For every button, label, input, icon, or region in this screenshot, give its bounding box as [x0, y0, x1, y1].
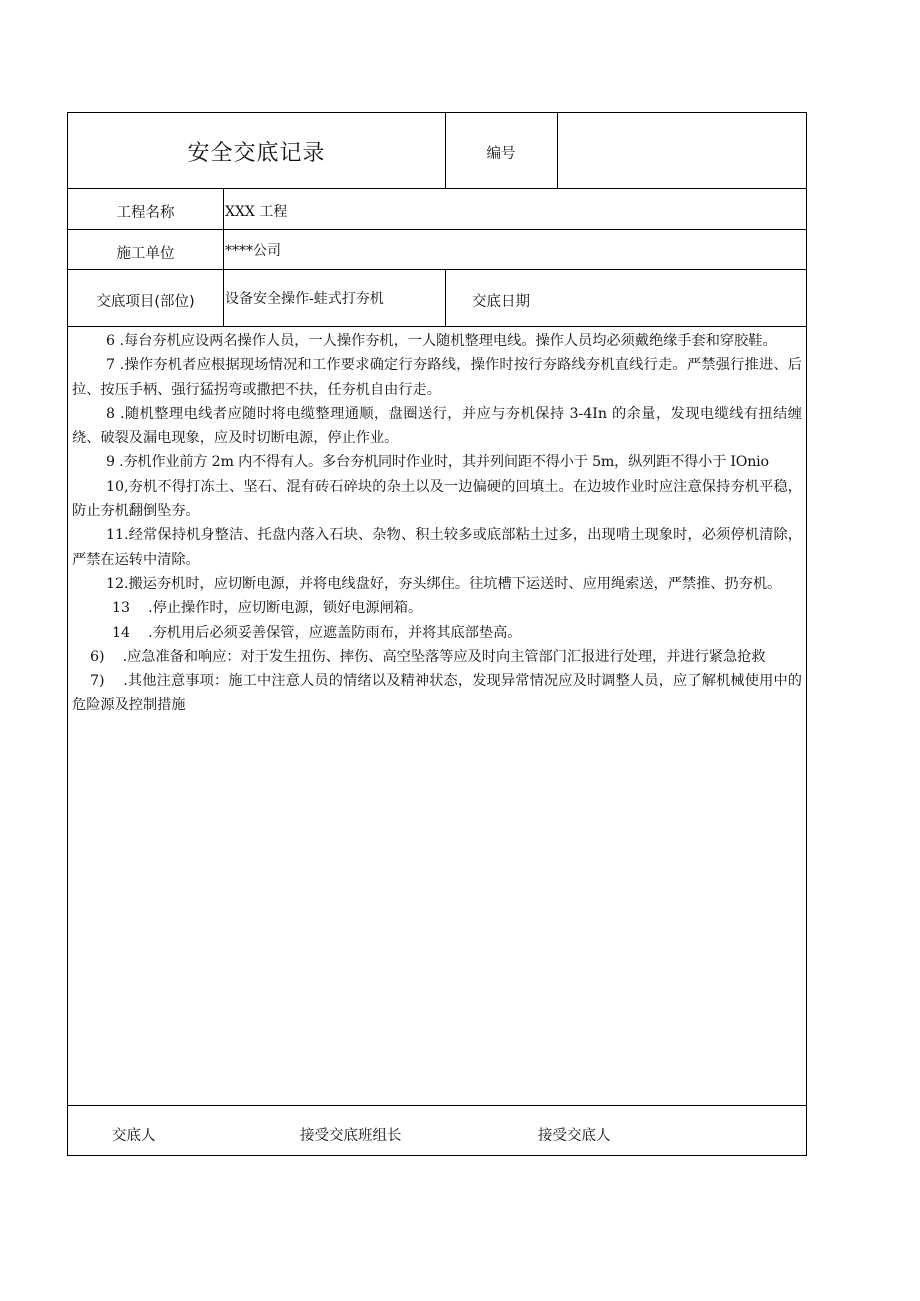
- content-paragraph: 13 .停止操作时，应切断电源，锁好电源闸箱。: [112, 600, 423, 617]
- content-paragraph: 8 .随机整理电线者应随时将电缆整理通顺，盘圈送行，并应与夯机保持 3-4In 的余量，发现电缆线有扭结缠绕、破裂及漏电现象，应及时切断电源，停止作业。: [72, 405, 802, 447]
- safety-briefing-form: [67, 112, 807, 1156]
- briefing-date-value[interactable]: [558, 290, 806, 310]
- project-name-label: 工程名称: [116, 205, 175, 221]
- number-value[interactable]: [558, 142, 806, 162]
- construction-unit-row: [68, 230, 806, 270]
- team-leader-label: 接受交底班组长: [300, 1128, 402, 1144]
- signature-row: [68, 1105, 806, 1156]
- content-paragraph: 7 .操作夯机者应根据现场情况和工作要求确定行夯路线，操作时按行夯路线夯机直线行走。严禁强行推进、后拉、按压手柄、强行猛拐弯或撒把不扶，任夯机自由行走。: [72, 357, 802, 398]
- content-paragraph: 7) .其他注意事项：施工中注意人员的情绪以及精神状态，发现异常情况应及时调整人员，应了解机械使用中的危险源及控制措施: [72, 673, 802, 714]
- construction-unit-value[interactable]: ****公司: [225, 243, 281, 259]
- briefing-date-label: 交底日期: [472, 294, 530, 310]
- project-name-row: [68, 189, 806, 230]
- content-paragraph: 12.搬运夯机时，应切断电源，并将电线盘好，夯头绑住。往坑槽下运送时、应用绳索送，严禁推、扔夯机。: [106, 575, 782, 592]
- briefing-item-label: 交底项目(部位): [96, 294, 195, 310]
- briefing-item-value[interactable]: 设备安全操作-蛙式打夯机: [225, 291, 384, 307]
- content-paragraph: 14 .夯机用后必须妥善保管，应遮盖防雨布，并将其底部垫高。: [112, 624, 522, 641]
- briefing-item-row: [68, 270, 806, 327]
- construction-unit-label: 施工单位: [116, 246, 175, 262]
- briefing-content: [72, 329, 802, 718]
- project-name-value[interactable]: XXX 工程: [225, 204, 288, 220]
- content-paragraph: 6 .每台夯机应设两名操作人员，一人操作夯机，一人随机整理电线。操作人员均必须戴绝缘手套和穿胶鞋。: [106, 333, 777, 349]
- content-paragraph: 10,夯机不得打冻土、坚石、混有砖石碎块的杂土以及一边偏硬的回填土。在边坡作业时应注意保持夯机平稳，防止夯机翻倒坠夯。: [72, 478, 802, 520]
- receiver-label: 接受交底人: [538, 1128, 611, 1144]
- content-paragraph: 6) .应急准备和响应：对于发生扭伤、摔伤、高空坠落等应及时向主管部门汇报进行处理，并进行紧急抢救: [90, 648, 766, 665]
- briefer-label: 交底人: [112, 1128, 156, 1144]
- page-title: 安全交底记录: [187, 141, 326, 166]
- number-label: 编号: [486, 146, 516, 162]
- content-paragraph: 11.经常保持机身整洁、托盘内落入石块、杂物、积土较多或底部粘土过多，出现啃土现象时，必须停机清除，严禁在运转中清除。: [72, 527, 802, 568]
- content-paragraph: 9 .夯机作业前方 2m 内不得有人。多台夯机同时作业时，其并列间距不得小于 5m，纵列距不得小于 IOnio: [106, 454, 769, 471]
- header-row: [68, 113, 806, 189]
